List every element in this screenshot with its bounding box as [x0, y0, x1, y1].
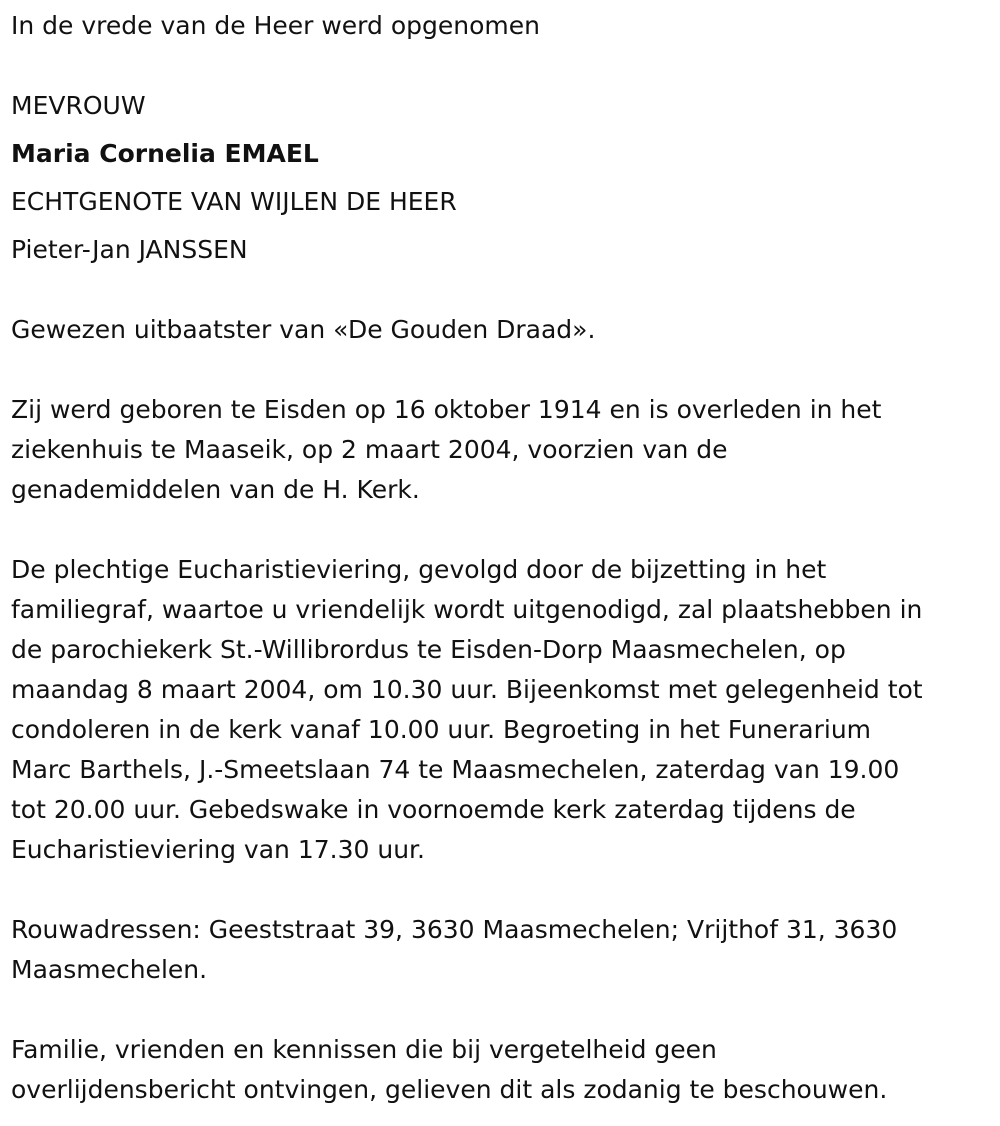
closing-line: overlijdensbericht ontvingen, gelieven dit als zodanig te beschouwen. [11, 1075, 888, 1104]
ceremony-line: condoleren in de kerk vanaf 10.00 uur. Begroeting in het Funerarium [11, 715, 872, 744]
occupation-text: Gewezen uitbaatster van «De Gouden Draad». [11, 315, 596, 344]
occupation-paragraph [11, 310, 990, 350]
birth-death-line: ziekenhuis te Maaseik, op 2 maart 2004, voorzien van de [11, 435, 728, 464]
ceremony-paragraph [11, 550, 990, 870]
ceremony-line: tot 20.00 uur. Gebedswake in voornoemde kerk zaterdag tijdens de [11, 795, 856, 824]
ceremony-line: Marc Barthels, J.-Smeetslaan 74 te Maasmechelen, zaterdag van 19.00 [11, 755, 900, 784]
deceased-relation: ECHTGENOTE VAN WIJLEN DE HEER [11, 187, 457, 216]
ceremony-line: maandag 8 maart 2004, om 10.30 uur. Bijeenkomst met gelegenheid tot [11, 675, 923, 704]
intro-text: In de vrede van de Heer werd opgenomen [11, 11, 540, 40]
ceremony-line: familiegraf, waartoe u vriendelijk wordt uitgenodigd, zal plaatshebben in [11, 595, 923, 624]
closing-line: Familie, vrienden en kennissen die bij vergetelheid geen [11, 1035, 717, 1064]
deceased-name: Maria Cornelia EMAEL [11, 139, 319, 168]
birth-death-line: Zij werd geboren te Eisden op 16 oktober 1914 en is overleden in het [11, 395, 882, 424]
intro-paragraph [11, 6, 990, 46]
closing-paragraph [11, 1030, 990, 1110]
birth-death-line: genademiddelen van de H. Kerk. [11, 475, 420, 504]
deceased-title: MEVROUW [11, 91, 146, 120]
birth-death-paragraph [11, 390, 990, 510]
deceased-block [11, 86, 990, 270]
ceremony-line: Eucharistieviering van 17.30 uur. [11, 835, 425, 864]
ceremony-line: de parochiekerk St.-Willibrordus te Eisden-Dorp Maasmechelen, op [11, 635, 846, 664]
deceased-spouse: Pieter-Jan JANSSEN [11, 235, 248, 264]
addresses-paragraph [11, 910, 990, 990]
ceremony-line: De plechtige Eucharistieviering, gevolgd door de bijzetting in het [11, 555, 827, 584]
addresses-line: Rouwadressen: Geeststraat 39, 3630 Maasmechelen; Vrijthof 31, 3630 [11, 915, 898, 944]
addresses-line: Maasmechelen. [11, 955, 208, 984]
